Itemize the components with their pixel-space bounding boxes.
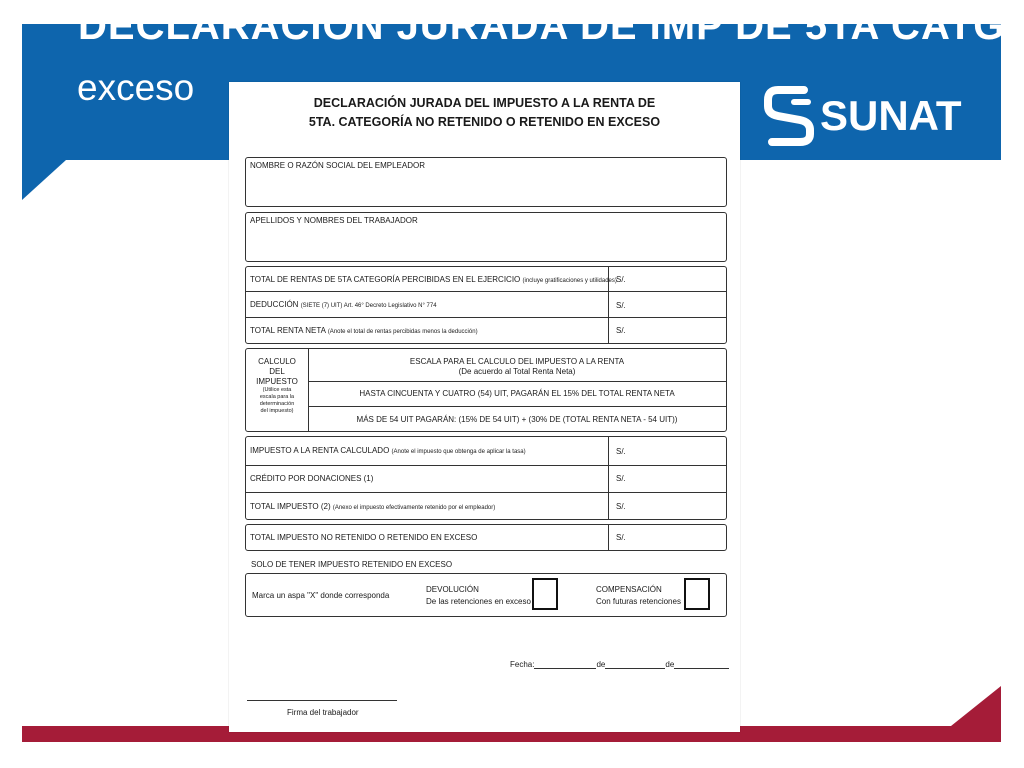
scale-heading: ESCALA PARA EL CALCULO DEL IMPUESTO A LA RENTA (De acuerdo al Total Renta Neta) xyxy=(409,357,625,376)
banner-fold xyxy=(22,160,66,200)
excess-options xyxy=(245,573,727,617)
tax-row: IMPUESTO A LA RENTA CALCULADO (Anote el impuesto que obtenga de aplicar la tasa) xyxy=(250,446,526,455)
form-document xyxy=(229,82,740,732)
currency-field[interactable]: S/. xyxy=(616,301,626,310)
date-field[interactable]: Fecha: de de xyxy=(510,660,729,669)
bottom-accent-triangle xyxy=(951,686,1001,726)
form-title-line2: 5TA. CATEGORÍA NO RETENIDO O RETENIDO EN EXCESO xyxy=(308,115,661,129)
signature-line[interactable] xyxy=(247,700,397,701)
currency-field[interactable]: S/. xyxy=(616,447,626,456)
form-title-line1: DECLARACIÓN JURADA DEL IMPUESTO A LA RENTA DE xyxy=(313,96,656,110)
tax-table xyxy=(245,436,727,520)
form-title xyxy=(229,94,740,132)
option-compensacion-sub: Con futuras retenciones xyxy=(596,597,681,606)
worker-label: APELLIDOS Y NOMBRES DEL TRABAJADOR xyxy=(250,216,418,225)
currency-field[interactable]: S/. xyxy=(616,533,626,542)
currency-field[interactable]: S/. xyxy=(616,275,626,284)
income-row: TOTAL DE RENTAS DE 5TA CATEGORÍA PERCIBIDAS EN EL EJERCICIO (incluye gratificaciones y utilidades) xyxy=(250,275,617,284)
slide-title: exceso xyxy=(77,67,195,108)
signature-label: Firma del trabajador xyxy=(287,708,359,717)
income-row: DEDUCCIÓN (SIETE (7) UIT) Art. 46° Decreto Legislativo N° 774 xyxy=(250,300,437,309)
scale-row-2: MÁS DE 54 UIT PAGARÁN: (15% DE 54 UIT) + (30% DE (TOTAL RENTA NETA - 54 UIT)) xyxy=(356,415,678,424)
final-tax-label: TOTAL IMPUESTO NO RETENIDO O RETENIDO EN EXCESO xyxy=(250,533,478,542)
option-compensacion-title: COMPENSACIÓN xyxy=(596,585,662,594)
income-row: TOTAL RENTA NETA (Anote el total de rentas percibidas menos la deducción) xyxy=(250,326,478,335)
final-tax-row xyxy=(245,524,727,551)
sunat-logo xyxy=(764,84,962,148)
slide-title-clipped: DECLARACIÓN JURADA DE IMP DE 5TA CATG. xyxy=(78,4,1018,48)
excess-header: SOLO DE TENER IMPUESTO RETENIDO EN EXCESO xyxy=(251,560,453,569)
scale-row-1: HASTA CINCUENTA Y CUATRO (54) UIT, PAGARÁN EL 15% DEL TOTAL RENTA NETA xyxy=(359,389,675,398)
calc-side-title: CALCULO DEL IMPUESTO (Utilice esta escala para la determinación del impuesto) xyxy=(256,357,298,414)
currency-field[interactable]: S/. xyxy=(616,502,626,511)
tax-row: CRÉDITO POR DONACIONES (1) xyxy=(250,474,374,483)
currency-field[interactable]: S/. xyxy=(616,474,626,483)
option-devolucion-title: DEVOLUCIÓN xyxy=(426,585,479,594)
calculation-scale-table xyxy=(245,348,727,432)
worker-field[interactable] xyxy=(245,212,727,262)
tax-row: TOTAL IMPUESTO (2) (Anexo el impuesto efectivamente retenido por el empleador) xyxy=(250,502,496,511)
logo-text: SUNAT xyxy=(820,92,962,139)
compensacion-checkbox[interactable] xyxy=(684,578,710,610)
option-devolucion-sub: De las retenciones en exceso xyxy=(426,597,531,606)
employer-field[interactable] xyxy=(245,157,727,207)
employer-label: NOMBRE O RAZÓN SOCIAL DEL EMPLEADOR xyxy=(250,161,425,170)
devolucion-checkbox[interactable] xyxy=(532,578,558,610)
mark-instruction: Marca un aspa "X" donde corresponda xyxy=(252,591,390,600)
currency-field[interactable]: S/. xyxy=(616,326,626,335)
income-table xyxy=(245,266,727,344)
sunat-s-icon xyxy=(764,84,816,148)
